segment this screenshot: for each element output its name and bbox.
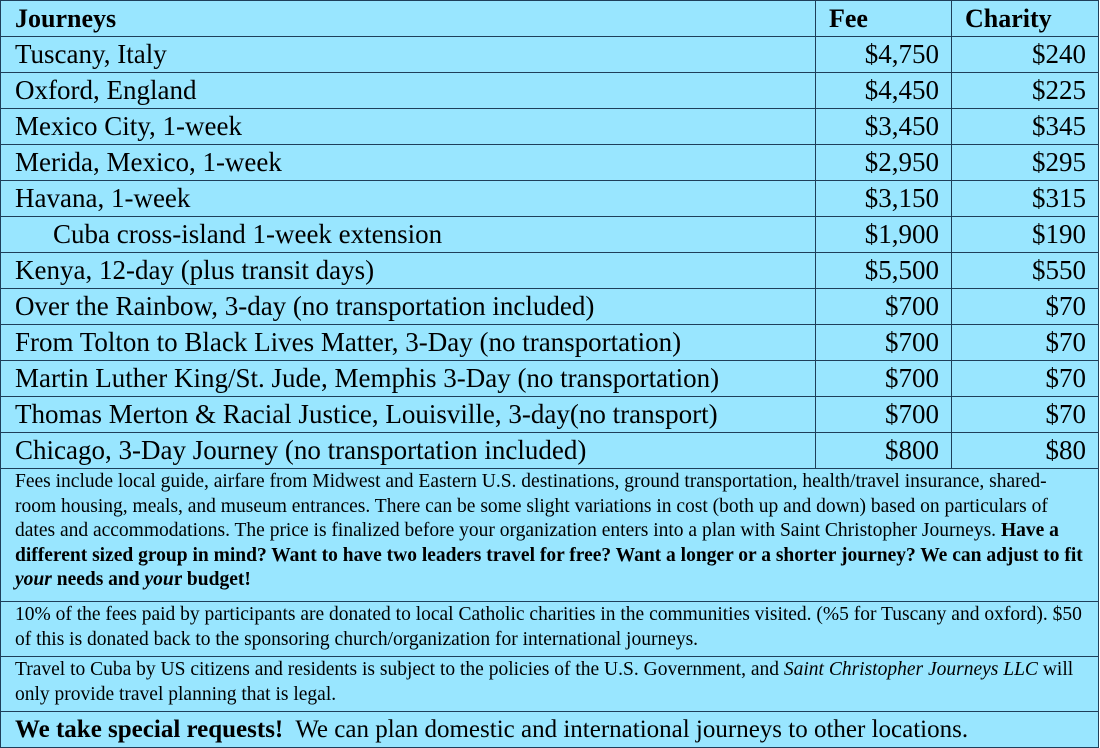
journey-charity: $70 bbox=[952, 289, 1099, 325]
fees-note-bold-1: Have a different sized group in mind? Want to have two leaders travel for free? Want a longer or a shorter journey? We can adjust to fit bbox=[15, 520, 1083, 566]
journey-name: From Tolton to Black Lives Matter, 3-Day (no transportation) bbox=[1, 325, 816, 361]
journey-name: Oxford, England bbox=[1, 73, 816, 109]
journey-name: Over the Rainbow, 3-day (no transportation included) bbox=[1, 289, 816, 325]
special-requests-row bbox=[1, 712, 1099, 748]
journey-charity: $550 bbox=[952, 253, 1099, 289]
header-charity: Charity bbox=[952, 1, 1099, 37]
journey-charity: $240 bbox=[952, 37, 1099, 73]
table-row bbox=[1, 37, 1099, 73]
table-row bbox=[1, 181, 1099, 217]
table-row bbox=[1, 145, 1099, 181]
fees-note bbox=[1, 469, 1099, 602]
fees-note-your: your bbox=[15, 569, 52, 590]
journey-name: Tuscany, Italy bbox=[1, 37, 816, 73]
fees-note-you: you bbox=[144, 569, 174, 590]
journey-fee: $700 bbox=[816, 361, 952, 397]
cuba-note-text-2: will only provide travel planning that is legal. bbox=[15, 659, 1074, 705]
journey-name: Thomas Merton & Racial Justice, Louisville, 3-day(no transport) bbox=[1, 397, 816, 433]
journey-charity: $295 bbox=[952, 145, 1099, 181]
journey-fee: $700 bbox=[816, 289, 952, 325]
table-row bbox=[1, 289, 1099, 325]
journey-fee: $1,900 bbox=[816, 217, 952, 253]
journey-fee: $3,150 bbox=[816, 181, 952, 217]
cuba-note bbox=[1, 657, 1099, 712]
table-row bbox=[1, 397, 1099, 433]
charity-note-row bbox=[1, 602, 1099, 657]
journey-fee: $700 bbox=[816, 397, 952, 433]
journey-name: Merida, Mexico, 1-week bbox=[1, 145, 816, 181]
table-row bbox=[1, 433, 1099, 469]
fees-note-bold-2: needs and bbox=[51, 569, 145, 590]
special-requests-text: We can plan domestic and international journeys to other locations. bbox=[283, 715, 969, 743]
table-row bbox=[1, 325, 1099, 361]
table-row bbox=[1, 73, 1099, 109]
journey-name: Havana, 1-week bbox=[1, 181, 816, 217]
journey-fee: $4,750 bbox=[816, 37, 952, 73]
header-journeys: Journeys bbox=[1, 1, 816, 37]
cuba-note-text-1: Travel to Cuba by US citizens and residents is subject to the policies of the U.S. Government, and bbox=[15, 659, 784, 680]
journey-fee: $3,450 bbox=[816, 109, 952, 145]
journey-charity: $80 bbox=[952, 433, 1099, 469]
special-requests-bold: We take special requests! bbox=[15, 715, 284, 743]
journey-fee: $2,950 bbox=[816, 145, 952, 181]
cuba-note-company: Saint Christopher Journeys LLC bbox=[783, 659, 1038, 680]
cuba-note-row bbox=[1, 657, 1099, 712]
fees-note-bold-3: r budget! bbox=[173, 569, 251, 590]
journey-fee: $800 bbox=[816, 433, 952, 469]
journey-charity: $225 bbox=[952, 73, 1099, 109]
journey-name: Kenya, 12-day (plus transit days) bbox=[1, 253, 816, 289]
journey-charity: $70 bbox=[952, 361, 1099, 397]
table-row bbox=[1, 109, 1099, 145]
journey-name: Chicago, 3-Day Journey (no transportation included) bbox=[1, 433, 816, 469]
special-requests bbox=[1, 712, 1099, 748]
journey-charity: $70 bbox=[952, 397, 1099, 433]
journey-name: Martin Luther King/St. Jude, Memphis 3-Day (no transportation) bbox=[1, 361, 816, 397]
fees-note-text: Fees include local guide, airfare from Midwest and Eastern U.S. destinations, ground transportation, health/travel insurance, shared-room housing, meals, and museum entrances. There can be some slight variations in cost (both up and down) based on particulars of dates and accommodations. The price is finalized before your organization enters into a plan with Saint Christopher Journeys. bbox=[15, 471, 1048, 541]
journey-fee: $5,500 bbox=[816, 253, 952, 289]
journey-fee: $4,450 bbox=[816, 73, 952, 109]
charity-note: 10% of the fees paid by participants are donated to local Catholic charities in the communities visited. (%5 for Tuscany and oxford). $50 of this is donated back to the sponsoring church/organization for international journeys. bbox=[1, 602, 1099, 657]
header-row bbox=[1, 1, 1099, 37]
table-row bbox=[1, 361, 1099, 397]
header-fee: Fee bbox=[816, 1, 952, 37]
journey-charity: $190 bbox=[952, 217, 1099, 253]
journey-charity: $315 bbox=[952, 181, 1099, 217]
fees-note-row bbox=[1, 469, 1099, 602]
journey-charity: $345 bbox=[952, 109, 1099, 145]
journey-name: Cuba cross-island 1-week extension bbox=[1, 217, 816, 253]
table-row bbox=[1, 217, 1099, 253]
table-row bbox=[1, 253, 1099, 289]
journey-charity: $70 bbox=[952, 325, 1099, 361]
journey-fee: $700 bbox=[816, 325, 952, 361]
journey-name: Mexico City, 1-week bbox=[1, 109, 816, 145]
